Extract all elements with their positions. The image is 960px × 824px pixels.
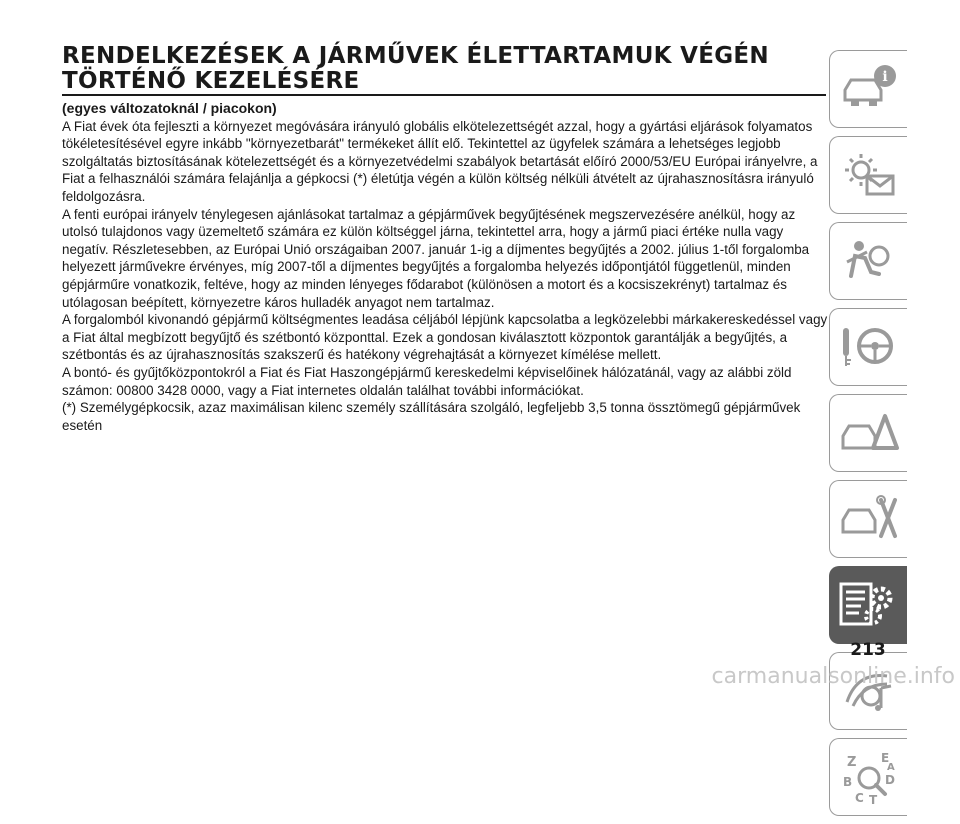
technical-data-gears-icon xyxy=(837,576,901,634)
paragraph-directive: A fenti európai irányelv ténylegesen ajánlásokat tartalmaz a gépjárművek begyűjtésének megszervezésére anélkül, hogy az utolsó tulajdonos vagy üzemeltető számára ez külön költséggel járna, tekintettel arra, hogy a jármű piaci értéke nulla vagy negatív. Részletesebben, az Európai Unió országaiban 2007. január 1-ig a díjmentes begyűjtés a 2002. július 1-től forgalomba helyezett járművekre érvényes, míg 2007-től a díjmentes begyűjtés a forgalomba helyezés időpontjától függetlenül, minden gépjárműre vonatkozik, feltéve, hogy az minden lényeges fődarabot (különösen a motort és a kocsiszekrényt) tartalmaz és utólagosan beépített, környezetre káros hulladék anyagot nem tartalmaz. xyxy=(62,206,810,310)
breakdown-triangle-icon xyxy=(837,404,901,462)
paragraph-intro: A Fiat évek óta fejleszti a környezet megóvására irányuló globális elkötelezettségét azzal, hogy a gyártási eljárások folyamatos tökéletesítésével egyre inkább "környezetbarát" termékeket állít elő. Tekintettel az ügyfelek számára a lehetséges legjobb szolgáltatás biztosításának kötelezettségét és a környezetvédelmi szabályok betartását előíró 2000/53/EU Európai irányelvre, a Fiat a felhasználói számára felajánlja a gépkocsi (*) életútja végén a külön költség nélküli átvételt az újrahasznosításra irányuló feldolgozásra. xyxy=(62,118,818,204)
index-letter-a: A xyxy=(886,762,895,773)
tab-maintenance[interactable] xyxy=(829,480,907,558)
main-content xyxy=(62,100,832,434)
tab-car-info[interactable] xyxy=(829,50,907,128)
warning-lights-icon xyxy=(837,146,901,204)
svg-text:i: i xyxy=(881,69,888,85)
index-letter-b: B xyxy=(842,775,852,789)
tab-warning-lights[interactable] xyxy=(829,136,907,214)
index-letter-z: Z xyxy=(846,755,856,770)
chapter-tabs-sidebar xyxy=(829,50,911,824)
watermark: carmanualsonline.info xyxy=(711,664,955,689)
section-subheading: (egyes változatoknál / piacokon) xyxy=(62,100,277,116)
tab-index[interactable] xyxy=(829,738,907,816)
paragraph-footnote: (*) Személygépkocsik, azaz maximálisan kilenc személy szállítására szolgáló, legfeljebb 3,5 tonna össztömegű gépjárművek esetén xyxy=(62,400,801,433)
index-letter-e: E xyxy=(880,751,889,765)
index-letter-c: C xyxy=(854,791,864,805)
car-info-icon xyxy=(837,60,901,118)
tab-emergency[interactable] xyxy=(829,394,907,472)
tab-safety[interactable] xyxy=(829,222,907,300)
page-number: 213 xyxy=(850,640,886,660)
tab-technical-data[interactable] xyxy=(829,566,907,644)
title-underline xyxy=(62,94,826,96)
car-service-tools-icon xyxy=(837,490,901,548)
paragraph-collection: A forgalomból kivonandó gépjármű költségmentes leadása céljából lépjünk kapcsolatba a legközelebbi márkakereskedéssel vagy a Fiat által megbízott begyűjtő és szétbontó központtal. Ezek a gondosan kiválasztott központok garantálják a begyűjtés, a szétbontás és az újrahasznosítás szakszerű és hatékony végrehajtását a környezet kímélése mellett. xyxy=(62,312,828,363)
index-alphabet-icon xyxy=(837,748,901,806)
airbag-safety-icon xyxy=(837,232,901,290)
page-title: RENDELKEZÉSEK A JÁRMŰVEK ÉLETTARTAMUK VÉGÉN TÖRTÉNŐ KEZELÉSÉRE xyxy=(62,43,769,94)
paragraph-contact: A bontó- és gyűjtőközpontokról a Fiat és Fiat Haszongépjármű kereskedelmi képviselőinek hálózatánál, vagy az alábbi zöld számon: 00800 3428 0000, vagy a Fiat internetes oldalán találhat további információkat. xyxy=(62,364,792,398)
index-letter-t: T xyxy=(868,793,877,806)
tab-starting-driving[interactable] xyxy=(829,308,907,386)
index-letter-d: D xyxy=(884,773,895,787)
steering-wheel-key-icon xyxy=(837,318,901,376)
